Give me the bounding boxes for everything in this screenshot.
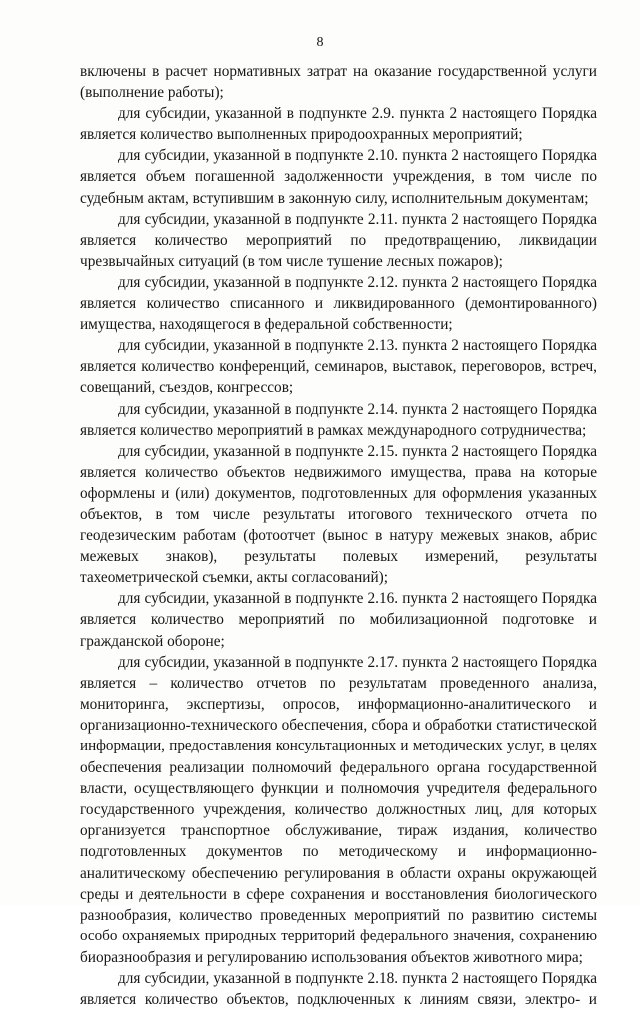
- text-line: судебным актам, вступившим в законную силу, исполнительным документам;: [80, 189, 589, 207]
- text-line: является количество конференций, семинаров, выставок, переговоров, встреч,: [80, 358, 597, 376]
- text-line: для субсидии, указанной в подпункте 2.11. пункта 2 настоящего Порядка: [118, 210, 597, 228]
- text-line: для субсидии, указанной в подпункте 2.13. пункта 2 настоящего Порядка: [118, 337, 597, 355]
- text-line: гражданской обороне;: [80, 632, 225, 650]
- text-line: государственного учреждения, количество должностных лиц, для которых: [80, 801, 597, 819]
- text-line: мониторинга, экспертизы, опросов, информационно-аналитического и: [80, 695, 597, 713]
- text-line: чрезвычайных ситуаций (в том числе тушение лесных пожаров);: [80, 252, 503, 270]
- text-line: является – количество отчетов по результатам проведенного анализа,: [80, 674, 597, 692]
- text-line: для субсидии, указанной в подпункте 2.9. пункта 2 настоящего Порядка: [118, 105, 597, 123]
- text-line: организуется транспортное обслуживание, тираж издания, количество: [80, 822, 597, 840]
- text-line: является количество выполненных природоохранных мероприятий;: [80, 126, 523, 144]
- text-line: является объем погашенной задолженности учреждения, в том числе по: [80, 168, 597, 186]
- text-line: биоразнообразия и регулированию использования объектов животного мира;: [80, 948, 583, 966]
- text-line: совещаний, съездов, конгрессов;: [80, 379, 294, 397]
- text-line: включены в расчет нормативных затрат на оказание государственной услуги: [80, 63, 597, 80]
- text-line: объектов, в том числе результаты итогового технического отчета по: [80, 505, 597, 523]
- page-number: 8: [316, 35, 324, 50]
- text-line: власти, осуществляющего функции и полномочия учредителя федерального: [80, 780, 597, 798]
- text-line: межевых знаков), результаты полевых измерений, результаты: [80, 548, 597, 566]
- text-line: для субсидии, указанной в подпункте 2.17. пункта 2 настоящего Порядка: [118, 653, 597, 671]
- text-line: информации, предоставления консультационных и методических услуг, в целях: [80, 738, 597, 754]
- text-line: для субсидии, указанной в подпункте 2.14. пункта 2 настоящего Порядка: [118, 400, 597, 418]
- text-line: тахеометрической съемки, акты согласований);: [80, 569, 388, 587]
- text-line: особо охраняемых природных территорий федерального значения, сохранению: [80, 927, 597, 944]
- text-line: (выполнение работы);: [80, 84, 224, 102]
- text-line: является количество объектов недвижимого имущества, права на которые: [80, 463, 597, 481]
- text-line: обеспечения реализации полномочий федерального органа государственной: [80, 759, 597, 777]
- text-line: для субсидии, указанной в подпункте 2.10. пункта 2 настоящего Порядка: [118, 147, 597, 165]
- text-line: разнообразия, количество проведенных мероприятий по развитию системы: [80, 906, 597, 924]
- document-body: [80, 61, 597, 1010]
- text-line: аналитическому обеспечению регулирования в области охраны окружающей: [80, 864, 597, 882]
- text-line: среды и деятельности в сфере сохранения и восстановления биологического: [80, 885, 597, 903]
- text-line: для субсидии, указанной в подпункте 2.12. пункта 2 настоящего Порядка: [118, 273, 597, 291]
- text-line: для субсидии, указанной в подпункте 2.15. пункта 2 настоящего Порядка: [118, 442, 597, 460]
- text-line: подготовленных документов по методическому и информационно-: [80, 843, 597, 861]
- text-line: геодезическим работам (фотоотчет (вынос в натуру межевых знаков, абрис: [80, 527, 597, 545]
- text-line: является количество мероприятий по предотвращению, ликвидации: [80, 231, 597, 249]
- text-line: является количество мероприятий в рамках международного сотрудничества;: [80, 421, 587, 439]
- text-line: является количество мероприятий по мобилизационной подготовке и: [80, 611, 597, 629]
- text-line: для субсидии, указанной в подпункте 2.18. пункта 2 настоящего Порядка: [118, 970, 597, 988]
- text-line: является количество списанного и ликвидированного (демонтированного): [80, 295, 597, 313]
- text-line: имущества, находящегося в федеральной собственности;: [80, 316, 453, 334]
- text-line: оформлены и (или) документов, подготовленных для оформления указанных: [80, 484, 597, 502]
- text-line: является количество объектов, подключенных к линиям связи, электро- и: [80, 991, 597, 1009]
- text-line: организационно-технического обеспечения, сбора и обработки статистической: [80, 716, 597, 734]
- text-line: для субсидии, указанной в подпункте 2.16. пункта 2 настоящего Порядка: [118, 590, 597, 608]
